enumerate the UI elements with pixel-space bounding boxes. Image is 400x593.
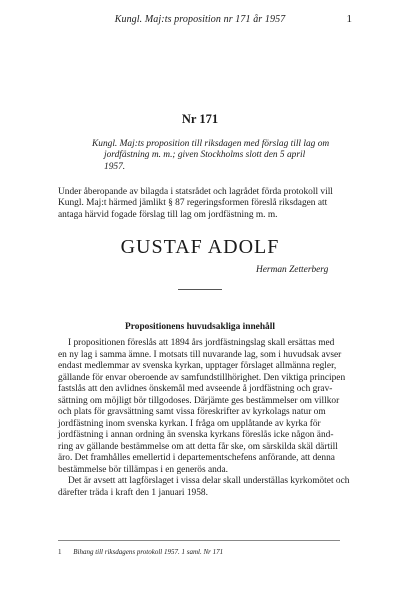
footnote-text: Bihang till riksdagens protokoll 1957. 1 saml. Nr 171 [73,548,224,556]
body-line: en ny lag i samma ämne. I motsats till nuvarande lag, som i huvudsak avser [58,349,342,360]
intro-line: Under åberopande av bilagda i statsrådet och lagrådet förda protokoll vill [58,187,333,197]
minister-signature: Herman Zetterberg [256,265,329,275]
body-line: endast medlemmar av svenska kyrkan, upptager förslaget allmänna regler, [58,361,337,371]
footnote [58,548,223,556]
body-line: därefter träda i kraft den 1 januari 1958. [58,487,208,498]
summary-body [58,338,358,499]
footnote-rule [58,540,340,541]
proposition-subtitle [92,139,357,173]
running-title: Kungl. Maj:ts proposition nr 171 år 1957 [114,14,286,25]
subtitle-line: 1957. [104,161,126,172]
section-heading: Propositionens huvudsakliga innehåll [125,322,275,332]
intro-line: Kungl. Maj:t härmed jämlikt § 87 regeringsformen föreslå riksdagen att [58,198,328,209]
body-line: äro. Det framhålles emellertid i departementschefens anförande, att denna [58,453,335,463]
divider-rule [178,289,222,290]
body-line: I propositionen föreslås att 1894 års jordfästningslag skall ersättas med [68,338,335,348]
proposition-number: Nr 171 [181,112,219,126]
body-line: bestämmelse bör tillämpas i en generös anda. [58,464,228,475]
subtitle-line: Kungl. Maj:ts proposition till riksdagen med förslag till lag om [92,139,330,149]
intro-paragraph [58,187,354,221]
intro-line: antaga härvid fogade förslag till lag om jordfästning m. m. [58,209,278,220]
body-line: jordfästning i annan ordning än svenska kyrkans föreslås icke någon änd- [58,430,334,440]
body-line: och plats för gravsättning samt vissa föreskrifter av kyrkolags natur om [58,407,326,417]
king-signature: GUSTAF ADOLF [120,236,280,258]
subtitle-line: jordfästning m. m.; given Stockholms slott den 5 april [104,150,306,161]
body-line: ring av gällande bestämmelse om att detta får ske, om särskilda skäl därtill [58,441,338,452]
page-number: 1 [346,13,352,25]
body-line: jordfästning inom svenska kyrkan. I fråga om upplåtande av kyrka för [58,418,321,429]
body-line: Det är avsett att lagförslaget i vissa delar skall underställas kyrkomötet och [68,476,350,486]
body-line: fastslås att den avlidnes önskemål med avseende å jordfästning och grav- [58,384,333,394]
body-line: sättning om möjligt bör tillgodoses. Därjämte ges bestämmelser om villkor [58,395,340,406]
footnote-number: 1 [58,548,62,556]
body-line: gällande för envar oberoende av samfundstillhörighet. Den viktiga principen [58,372,346,383]
